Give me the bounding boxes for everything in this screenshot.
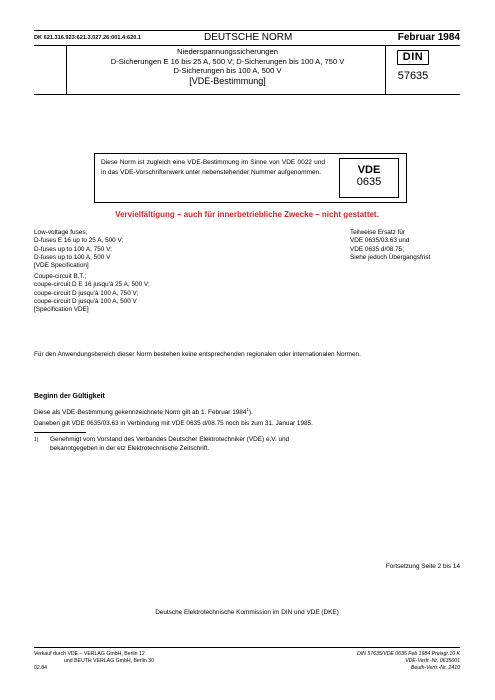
validity-paragraph-2: Daneben gilt VDE 0635/03.63 in Verbindung mit VDE 0635 d/08.75 noch bis zum 31. Januar 1985. [34,420,313,427]
footnote-reference: 1 [246,407,249,412]
continuation-note: Fortsetzung Seite 2 bis 14 [385,563,460,570]
footnote-mark: 1) [34,437,39,443]
norm-label: DEUTSCHE NORM [204,32,293,43]
french-title-line: Coupe-circuit B.T.; [34,273,87,280]
french-title-line: coupe-circuit D jusqu'à 100 A, 500 V [34,297,137,305]
french-title-line: coupe-circuit D jusqu'à 100 A, 750 V; [34,289,139,297]
english-title-line: [VDE Specification] [34,262,89,270]
validity-heading: Beginn der Gültigkeit [34,393,105,400]
replacement-line: VDE 0635/03.63 und [350,237,410,245]
footnote-rule [34,432,86,433]
footer-reference [357,651,460,671]
footer-left-line: 02.84 [34,664,47,671]
title-bottom-rule [34,94,460,95]
replacement-line: Siehe jedoch Übergangsfrist [350,253,431,261]
replacement-line: VDE 0635 d/08.75; [350,245,405,253]
document-title [70,47,385,87]
vde-badge-number: 0635 [356,176,382,188]
issue-date: Februar 1984 [397,32,460,43]
footer-right-line: VDE-Vertr.-Nr. 0635001 [405,657,460,664]
footnote-line: bekanntgegeben in der etz Elektrotechnische Zeitschrift. [50,444,210,452]
validity-paragraph-1 [34,407,253,416]
vde-notice-box [94,153,407,203]
english-title-line: Low-voltage fuses; [34,229,88,236]
vde-notice-text: Diese Norm ist zugleich eine VDE-Bestimmung im Sinne von VDE 0022 und in das VDE-Vorschriftenwerk unter nebenstehender Nummer aufgenommen. [101,159,325,176]
validity-text-end: ). [248,409,253,417]
scope-statement: Für den Anwendungsbereich dieser Norm bestehen keine entsprechenden regionalen oder internationalen Normen. [34,351,361,358]
title-line: D-Sicherungen E 16 bis 25 A, 500 V; D-Sicherungen bis 100 A, 750 V [110,56,345,66]
replacement-line: Teilweise Ersatz für [350,229,406,236]
footer-publisher [34,651,154,671]
vde-badge [339,158,399,198]
title-divider-left [66,45,67,94]
title-line: Niederspannungssicherungen [177,47,278,56]
french-title-line: coupe-circuit D E 16 jusqu'à 25 A, 500 V; [34,281,150,289]
footer-right-line: Beuth-Vertr.-Nr. 2410 [410,664,460,671]
english-title-line: D-fuses up to 100 A, 750 V; [34,245,112,253]
footer-right-line: DIN 57635/VDE 0635 Feb 1984 Preisgr.10 K [356,651,460,657]
footnote-line: Genehmigt vom Vorstand des Verbandes Deutscher Elektrotechniker (VDE) e.V. und [50,436,290,443]
din-number: 57635 [397,70,429,82]
footnote-text [50,436,370,453]
vde-badge-title: VDE [357,164,381,176]
title-line: D-Sicherungen bis 100 A, 500 V [173,66,282,76]
title-divider-right [385,45,386,94]
french-title [34,273,150,314]
footer-left-line: und BEUTH VERLAG GmbH, Berlin 30 [64,657,154,664]
validity-text: Diese als VDE-Bestimmung gekennzeichnete Norm gilt ab 1. Februar 1984 [34,409,247,417]
replacement-info [350,229,430,262]
copy-warning: Vervielfältigung – auch für innerbetriebliche Zwecke – nicht gestattet. [115,210,379,219]
dk-number: DK 621.316.923:621.3.027.26:001.4:620.1 [34,35,141,41]
english-title [34,229,123,270]
header-bar [34,32,460,46]
english-title-line: D-fuses E 16 up to 25 A, 500 V; [34,237,124,245]
french-title-line: [Spécification VDE] [34,306,89,314]
commission-name: Deutsche Elektrotechnische Kommission im DIN und VDE (DKE) [155,609,339,616]
footer-left-line: Verkauf durch VDE – VERLAG GmbH, Berlin 12 [34,651,145,657]
english-title-line: D-fuses up to 100 A, 500 V [34,253,111,261]
footer-rule [34,647,460,648]
header-rule [34,45,460,46]
din-logo: DIN [397,50,429,65]
top-rule [34,30,460,31]
title-line: [VDE-Bestimmung] [189,75,266,86]
